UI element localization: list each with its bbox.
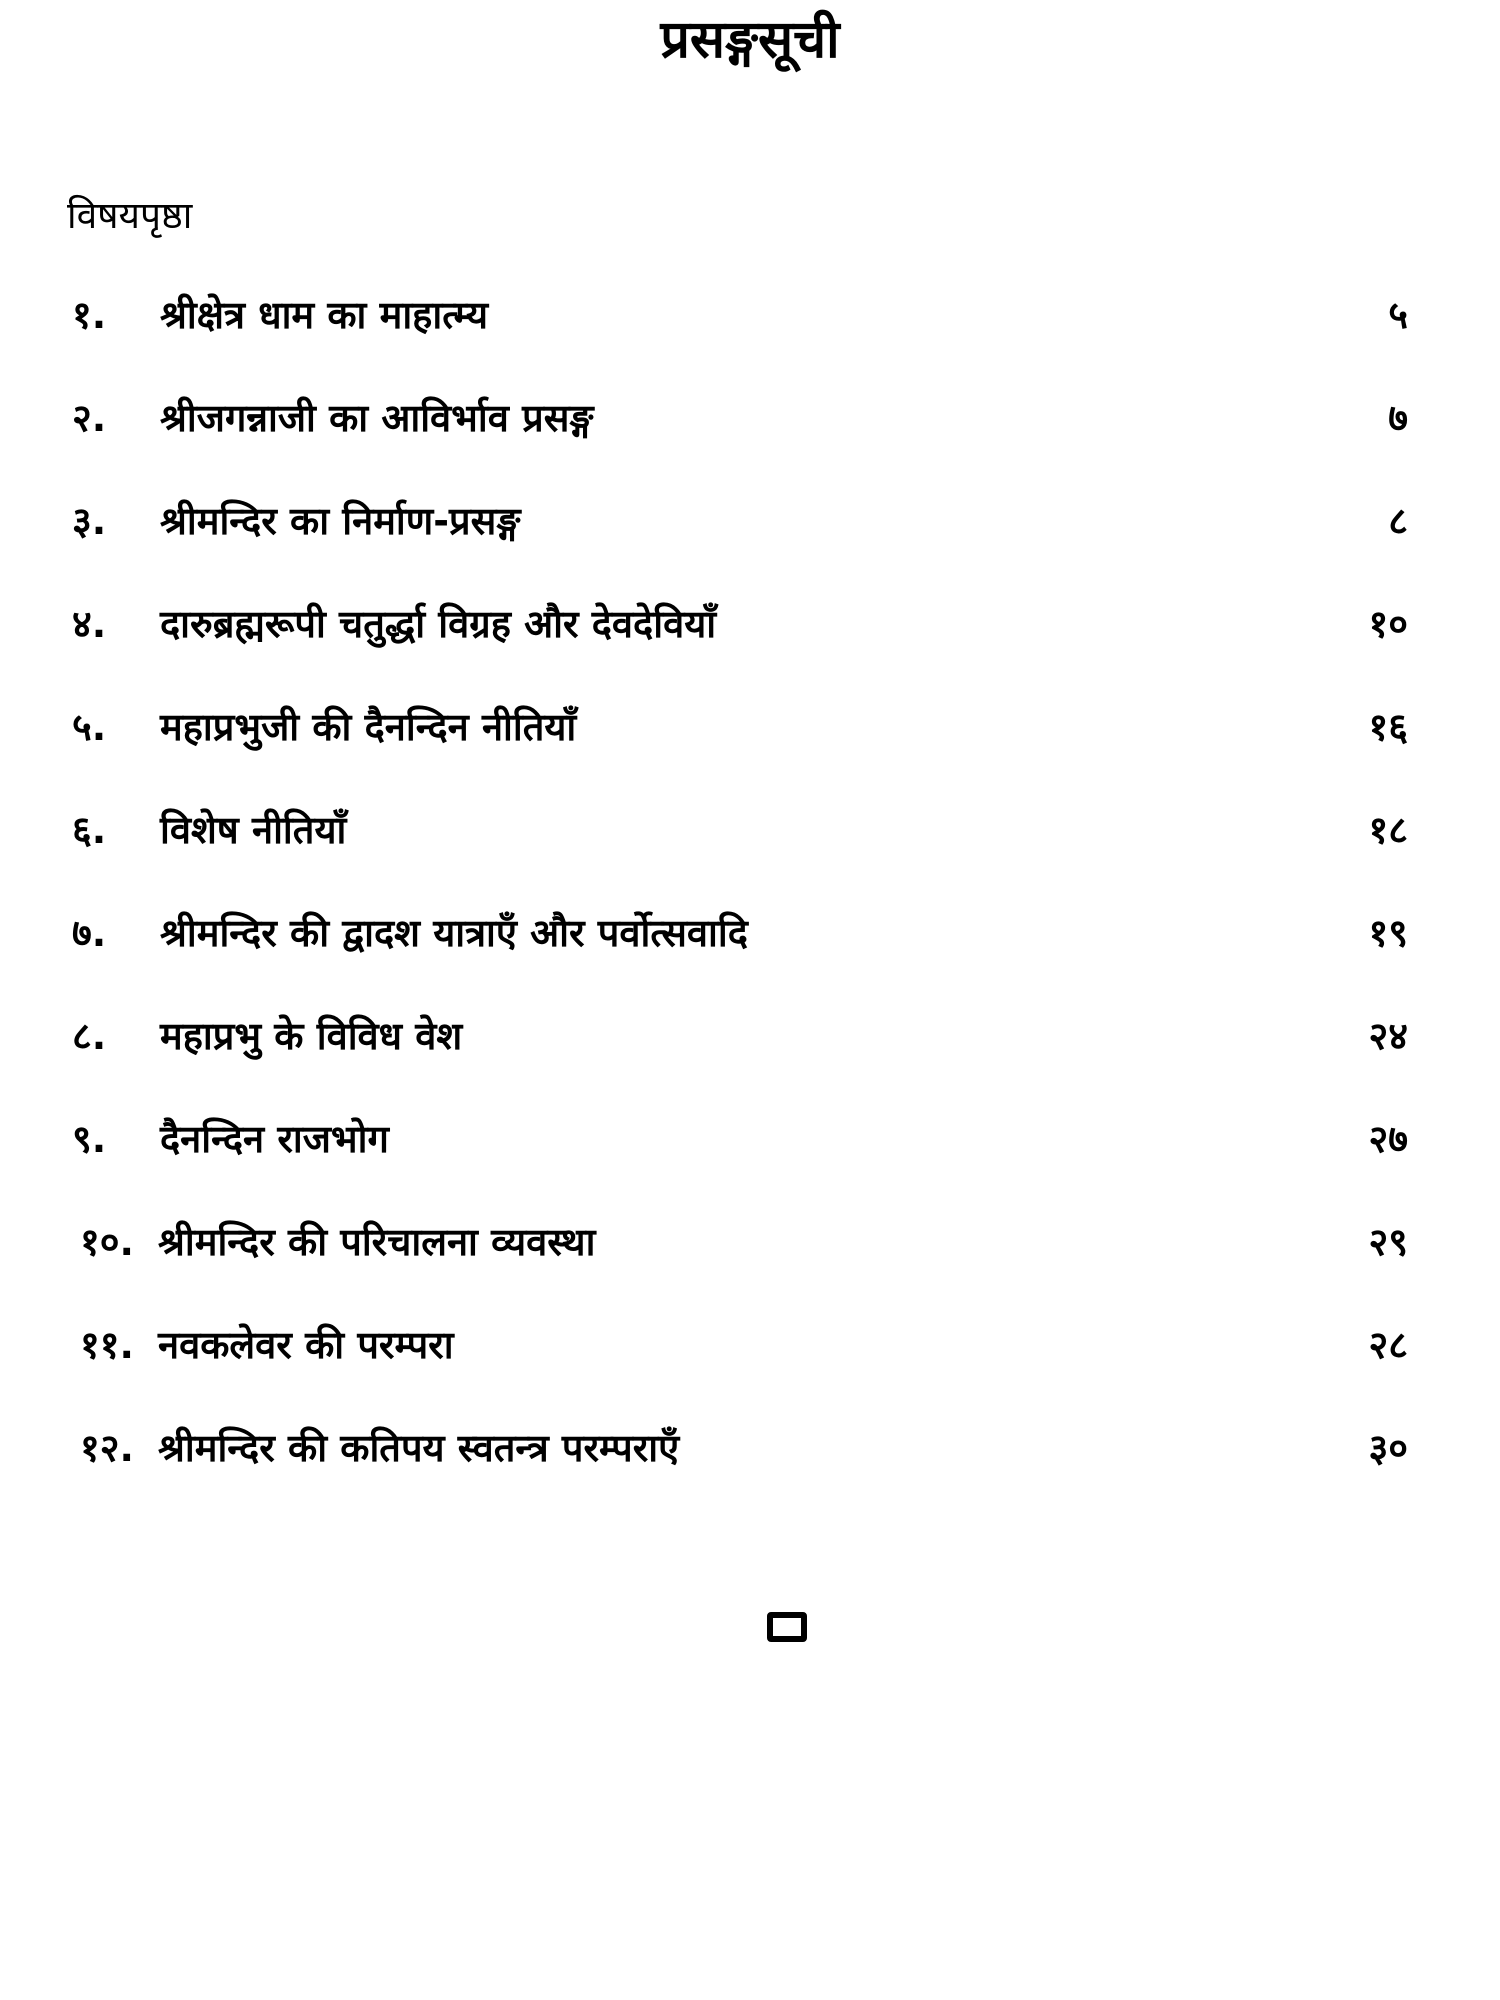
entry-page: २८ [1368,1323,1408,1367]
toc-entry-5 [0,692,1500,795]
entry-title: श्रीजगन्नाजी का आविर्भाव प्रसङ्ग [160,396,594,440]
toc-entry-9 [0,1104,1500,1207]
column-header: विषयपृष्ठा [67,194,193,237]
entry-number: ९. [72,1117,107,1161]
toc-entry-11 [0,1310,1500,1413]
entry-title: श्रीमन्दिर की परिचालना व्यवस्था [158,1220,596,1264]
entry-page: २४ [1368,1014,1408,1058]
entry-number: ३. [72,499,107,543]
entry-number: ५. [72,705,107,749]
toc-entry-7 [0,898,1500,1001]
entry-page: ७ [1388,396,1408,440]
entry-title: श्रीमन्दिर का निर्माण-प्रसङ्ग [160,499,521,543]
end-mark-icon [767,1612,807,1642]
entry-title: श्रीक्षेत्र धाम का माहात्म्य [160,293,489,337]
entry-number: ४. [72,602,107,646]
toc-entry-2 [0,383,1500,486]
entry-number: २. [72,396,107,440]
entry-title: श्रीमन्दिर की कतिपय स्वतन्त्र परम्पराएँ [158,1426,680,1470]
entry-title: श्रीमन्दिर की द्वादश यात्राएँ और पर्वोत्सवादि [160,911,748,955]
entry-page: ३० [1368,1426,1408,1470]
entry-number: ११. [80,1323,134,1367]
entry-title: नवकलेवर की परम्परा [158,1323,454,1367]
entry-page: १६ [1368,705,1408,749]
entry-page: १८ [1368,808,1408,852]
entry-page: १० [1368,602,1408,646]
entry-number: १०. [80,1220,134,1264]
entry-page: ५ [1388,293,1408,337]
entry-number: १. [72,293,107,337]
entry-title: महाप्रभुजी की दैनन्दिन नीतियाँ [160,705,577,749]
toc-entry-4 [0,589,1500,692]
toc-list [0,280,1500,1516]
entry-number: ७. [72,911,107,955]
entry-number: ६. [72,808,107,852]
page-title: प्रसङ्गसूची [660,10,840,70]
toc-entry-1 [0,280,1500,383]
toc-entry-10 [0,1207,1500,1310]
entry-title: महाप्रभु के विविध वेश [160,1014,463,1058]
entry-page: २७ [1368,1117,1408,1161]
entry-page: २९ [1368,1220,1408,1264]
toc-entry-3 [0,486,1500,589]
toc-entry-12 [0,1413,1500,1516]
entry-title: दैनन्दिन राजभोग [160,1117,389,1161]
toc-entry-8 [0,1001,1500,1104]
toc-entry-6 [0,795,1500,898]
entry-number: ८. [72,1014,107,1058]
entry-number: १२. [80,1426,134,1470]
entry-title: विशेष नीतियाँ [160,808,347,852]
entry-page: १९ [1368,911,1408,955]
entry-title: दारुब्रह्मरूपी चतुर्द्धा विग्रह और देवदेवियाँ [160,602,717,646]
entry-page: ८ [1388,499,1408,543]
